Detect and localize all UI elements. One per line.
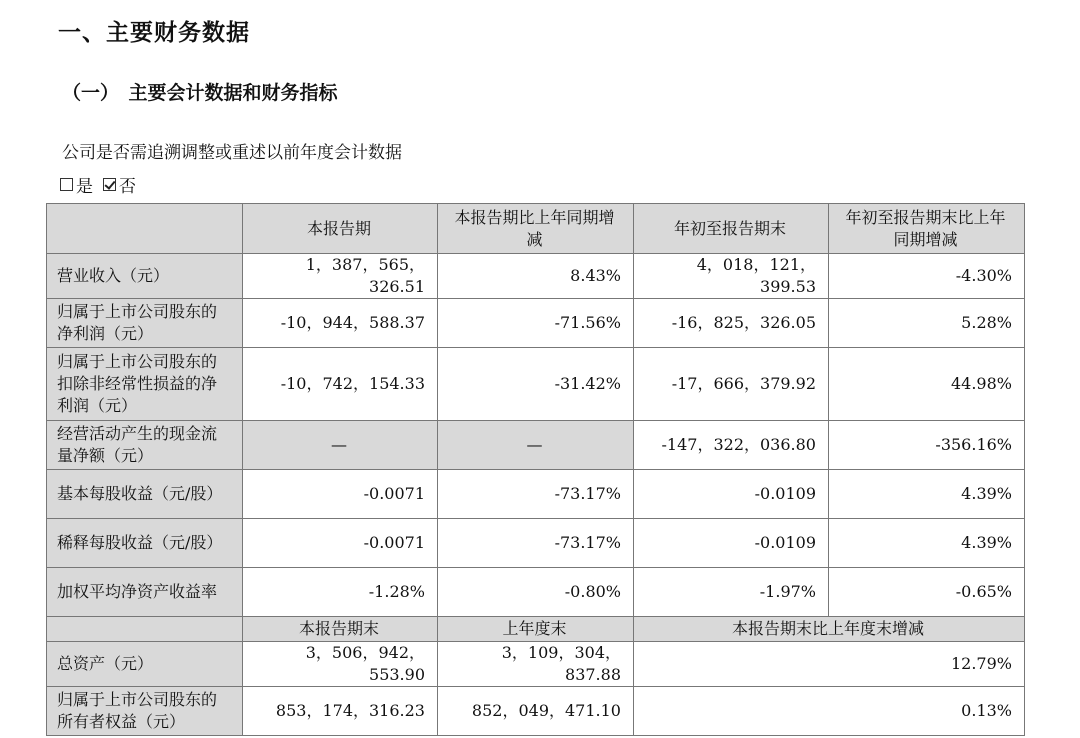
row-label: 经营活动产生的现金流量净额（元）	[47, 421, 243, 470]
table-row	[47, 642, 1025, 687]
table-row	[47, 687, 1025, 736]
row-label: 归属于上市公司股东的净利润（元）	[47, 299, 243, 348]
value-cell: -73.17%	[438, 519, 634, 568]
row-label: 归属于上市公司股东的所有者权益（元）	[47, 687, 243, 736]
value-cell: 3，109，304，837.88	[438, 642, 634, 687]
value-cell: —	[438, 421, 634, 470]
header-cell: 本报告期末	[243, 617, 438, 642]
restatement-question: 公司是否需追溯调整或重述以前年度会计数据	[62, 143, 402, 163]
option-no[interactable]	[103, 172, 136, 197]
table-row	[47, 299, 1025, 348]
value-cell: -356.16%	[829, 421, 1025, 470]
table-row	[47, 348, 1025, 421]
option-yes[interactable]	[60, 172, 93, 197]
value-cell: -0.80%	[438, 568, 634, 617]
row-label: 营业收入（元）	[47, 254, 243, 299]
table-row	[47, 519, 1025, 568]
value-cell: -31.42%	[438, 348, 634, 421]
value-cell: 5.28%	[829, 299, 1025, 348]
value-cell: 8.43%	[438, 254, 634, 299]
header-blank-cell	[47, 204, 243, 254]
option-yes-label: 是	[76, 177, 93, 197]
value-cell: -73.17%	[438, 470, 634, 519]
checkbox-checked-icon[interactable]	[103, 178, 116, 191]
option-no-label: 否	[119, 177, 136, 197]
value-cell: 853，174，316.23	[243, 687, 438, 736]
value-cell: -0.65%	[829, 568, 1025, 617]
table-subheader-row	[47, 617, 1025, 642]
value-cell: 44.98%	[829, 348, 1025, 421]
table-row	[47, 254, 1025, 299]
value-cell: —	[243, 421, 438, 470]
value-cell: 4，018，121，399.53	[634, 254, 829, 299]
table-header-row	[47, 204, 1025, 254]
header-cell: 上年度末	[438, 617, 634, 642]
value-cell: -0.0071	[243, 470, 438, 519]
value-cell: -17，666，379.92	[634, 348, 829, 421]
value-cell: -4.30%	[829, 254, 1025, 299]
header-cell: 本报告期比上年同期增减	[438, 204, 634, 254]
subsection-heading: （一） 主要会计数据和财务指标	[62, 82, 338, 104]
financial-data-table	[46, 203, 1025, 736]
table-row	[47, 470, 1025, 519]
header-blank-cell	[47, 617, 243, 642]
value-cell: 3，506，942，553.90	[243, 642, 438, 687]
row-label: 稀释每股收益（元/股）	[47, 519, 243, 568]
value-cell: 1，387，565，326.51	[243, 254, 438, 299]
value-cell: -0.0109	[634, 519, 829, 568]
value-cell: -1.28%	[243, 568, 438, 617]
value-cell: -0.0071	[243, 519, 438, 568]
value-cell: 4.39%	[829, 519, 1025, 568]
value-cell: -10，944，588.37	[243, 299, 438, 348]
header-cell: 年初至报告期末	[634, 204, 829, 254]
row-label: 归属于上市公司股东的扣除非经常性损益的净利润（元）	[47, 348, 243, 421]
restatement-options	[60, 172, 146, 197]
table-row	[47, 421, 1025, 470]
value-cell: -147，322，036.80	[634, 421, 829, 470]
row-label: 加权平均净资产收益率	[47, 568, 243, 617]
value-cell: -71.56%	[438, 299, 634, 348]
row-label: 基本每股收益（元/股）	[47, 470, 243, 519]
checkbox-unchecked-icon[interactable]	[60, 178, 73, 191]
row-label: 总资产（元）	[47, 642, 243, 687]
value-cell: 852，049，471.10	[438, 687, 634, 736]
value-cell: 0.13%	[634, 687, 1025, 736]
value-cell: -1.97%	[634, 568, 829, 617]
table-row	[47, 568, 1025, 617]
value-cell: -16，825，326.05	[634, 299, 829, 348]
value-cell: 4.39%	[829, 470, 1025, 519]
header-cell: 本报告期末比上年度末增减	[634, 617, 1025, 642]
value-cell: -0.0109	[634, 470, 829, 519]
value-cell: 12.79%	[634, 642, 1025, 687]
header-cell: 本报告期	[243, 204, 438, 254]
header-cell: 年初至报告期末比上年同期增减	[829, 204, 1025, 254]
section-heading: 一、主要财务数据	[58, 20, 250, 46]
value-cell: -10，742，154.33	[243, 348, 438, 421]
